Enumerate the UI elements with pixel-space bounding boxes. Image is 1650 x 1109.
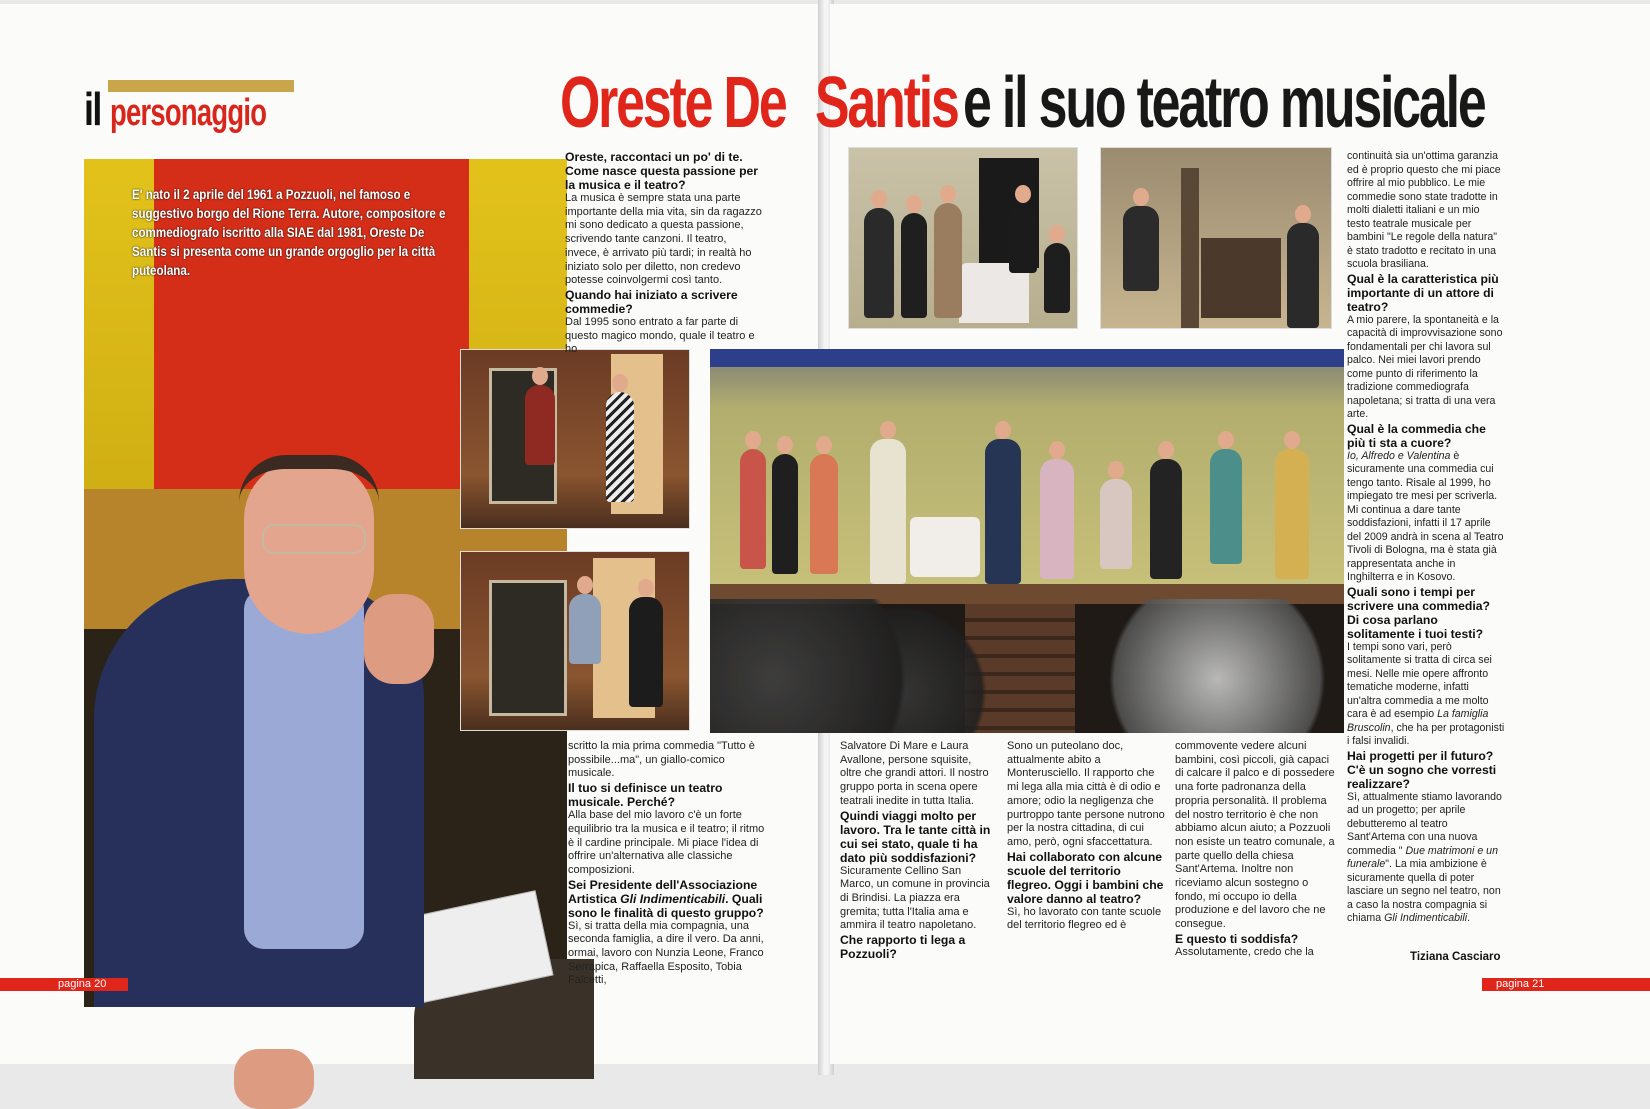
answer-9: A mio parere, la spontaneità e la capacità di improvvisazione sono fondamentali per chi lavora sul palco. Nei miei lavori prendo come punto di riferimento la tradizione commediografa napoletana; si tratta di una vera arte. [1347,313,1503,420]
headline-part1: Oreste De [560,63,786,143]
answer-7: Sì, ho lavorato con tante scuole del territorio flegreo ed è [1007,905,1162,932]
answer-4-cont: Salvatore Di Mare e Laura Avallone, persone squisite, oltre che grandi attori. Il nostro gruppo porta in scena opere teatrali inedite in tutta Italia. [840,740,989,807]
column-6 [1347,150,1505,926]
column-1 [565,150,763,357]
intro-text: E' nato il 2 aprile del 1961 a Pozzuoli, nel famoso e suggestivo borgo del Rione Terra. Autore, compositore e commediografo iscritto alla SIAE dal 1981, Oreste De Santis si presenta come un grande orgoglio per la città puteolana. [132,187,446,278]
masthead-prefix: il [84,83,101,135]
column-5 [1175,740,1335,960]
masthead-bar [108,80,294,92]
answer-5: Sicuramente Cellino San Marco, un comune in provincia di Brindisi. La piazza era gremita; tutta l'Italia ama e ammira il teatro napoletano. [840,864,990,932]
question-2: Quando hai iniziato a scrivere commedie? [565,287,738,316]
stage-photo-2 [460,551,690,731]
answer-8: Assolutamente, credo che la [1175,945,1314,958]
group-name: Gli Indimenticabili [620,891,726,906]
question-10: Qual è la commedia che più ti sta a cuore? [1347,421,1486,450]
masthead-section: personaggio [110,92,267,134]
question-7: Hai collaborato con alcune scuole del territorio flegreo. Oggi i bambini che valore danno al teatro? [1007,849,1164,906]
left-page [0,4,822,1064]
question-4: Sei Presidente dell'Associazione Artistica Gli Indimenticabili. Quali sono le finalità di questo gruppo? [568,877,764,920]
author-signature: Tiziana Casciaro [1410,951,1501,963]
question-12: Hai progetti per il futuro? C'è un sogno che vorresti realizzare? [1347,748,1497,791]
stage-photo-main [710,349,1344,733]
question-11: Quali sono i tempi per scrivere una commedia? Di cosa parlano solitamente i tuoi testi? [1347,584,1490,641]
column-3 [840,740,995,961]
answer-8-cont: continuità sia un'ottima garanzia ed è proprio questo che mi piace offrire al mio pubblico. Le mie commedie sono state tradotte in molti dialetti italiani e un mio testo teatrale musicale per bambini "Le regole della natura" è stato tradotto e recitato in una scuola brasiliana. [1347,150,1501,270]
stage-photo-3 [848,147,1078,329]
stage-photo-1 [460,349,690,529]
answer-2: Dal 1995 sono entrato a far parte di questo magico mondo, quale il teatro e ho [565,315,755,356]
answer-7-cont: commovente vedere alcuni bambini, così piccoli, già capaci di calcare il palco e di possedere una forte padronanza della propria personalità. Il problema del nostro territorio è che non abbiamo alcun aiuto; a Pozzuoli non esiste un teatro comunale, a parte quello della chiesa Sant'Artema. Inoltre non riceviamo alcun sostegno o fondo, mi occupo io della produzione e del lavoro che ne consegue. [1175,740,1335,931]
answer-10: Io, Alfredo e Valentina è sicuramente una commedia cui tengo tanto. Risale al 1999, ho impiegato tre mesi per scriverla. Mi continua a dare tante soddisfazioni, infatti il 17 aprile del 2009 andrà in scena al Teatro Tivoli di Bologna, ma è stata già rappresentata anche in Inghilterra e in Kosovo. [1347,449,1504,583]
question-6: Che rapporto ti lega a Pozzuoli? [840,933,966,962]
answer-1: La musica è sempre stata una parte importante della mia vita, sin da ragazzo mi sono dedicato a questa passione, scrivendo tante canzoni. Il teatro, invece, è arrivato più tardi; in realtà ho iniziato solo per diletto, non credevo potesse coinvolgermi così tanto. [565,192,762,287]
question-1: Oreste, raccontaci un po' di te. Come nasce questa passione per la musica e il teatro? [565,150,759,192]
answer-2-cont: scritto la mia prima commedia "Tutto è possibile...ma", un giallo-comico musicale. [568,740,755,780]
question-8: E questo ti soddisfa? [1175,931,1299,946]
stage-photo-4 [1100,147,1332,329]
headline-part2: Santis [815,63,958,143]
answer-12: Sì, attualmente stiamo lavorando ad un progetto; per aprile debutteremo al teatro Sant'Artema con una nuova commedia " Due matrimoni e un funerale". La mia ambizione è sicuramente quella di poter lasciare un segno nel teatro, non a caso la nostra compagnia si chiama Gli Indimenticabili. [1347,790,1502,924]
answer-3: Alla base del mio lavoro c'è un forte equilibrio tra la musica e il teatro; il ritmo è il cardine principale. Mi piace l'idea di offrire un'alternativa alle classiche composizioni. [568,809,765,876]
question-3: Il tuo si definisce un teatro musicale. Perché? [568,781,723,810]
answer-6: Sono un puteolano doc, attualmente abito a Monterusciello. Il rapporto che mi lega alla mia città è di odio e amore; odio la negligenza che purtroppo tante persone nutrono per la nostra cittadina, di cui amo, però, ogni sfaccettatura. [1007,740,1165,848]
right-page [815,4,1650,1064]
column-4 [1007,740,1165,933]
question-9: Qual è la caratteristica più importante di un attore di teatro? [1347,271,1499,314]
section-masthead [84,74,294,135]
page-number-right: pagina 21 [1482,978,1650,991]
column-2 [568,740,766,988]
answer-11: I tempi sono vari, però solitamente si tratta di circa sei mesi. Nelle mie opere affronto tematiche moderne, infatti un'altra commedia a me molto cara è ad esempio La famiglia Bruscolin, che ha per protagonisti i falsi invalidi. [1347,640,1505,747]
answer-4: Sì, si tratta della mia compagnia, una seconda famiglia, a dire il vero. Da anni, ormai, lavoro con Nunzia Leone, Franco Serrapica, Raffaella Esposito, Tobia Falcetti, [568,919,764,987]
question-5: Quindi viaggi molto per lavoro. Tra le tante città in cui sei stato, quale ti ha dato più soddisfazioni? [840,808,991,865]
headline-part3: e il suo teatro musicale [963,63,1485,143]
page-number-left: pagina 20 [0,978,128,991]
